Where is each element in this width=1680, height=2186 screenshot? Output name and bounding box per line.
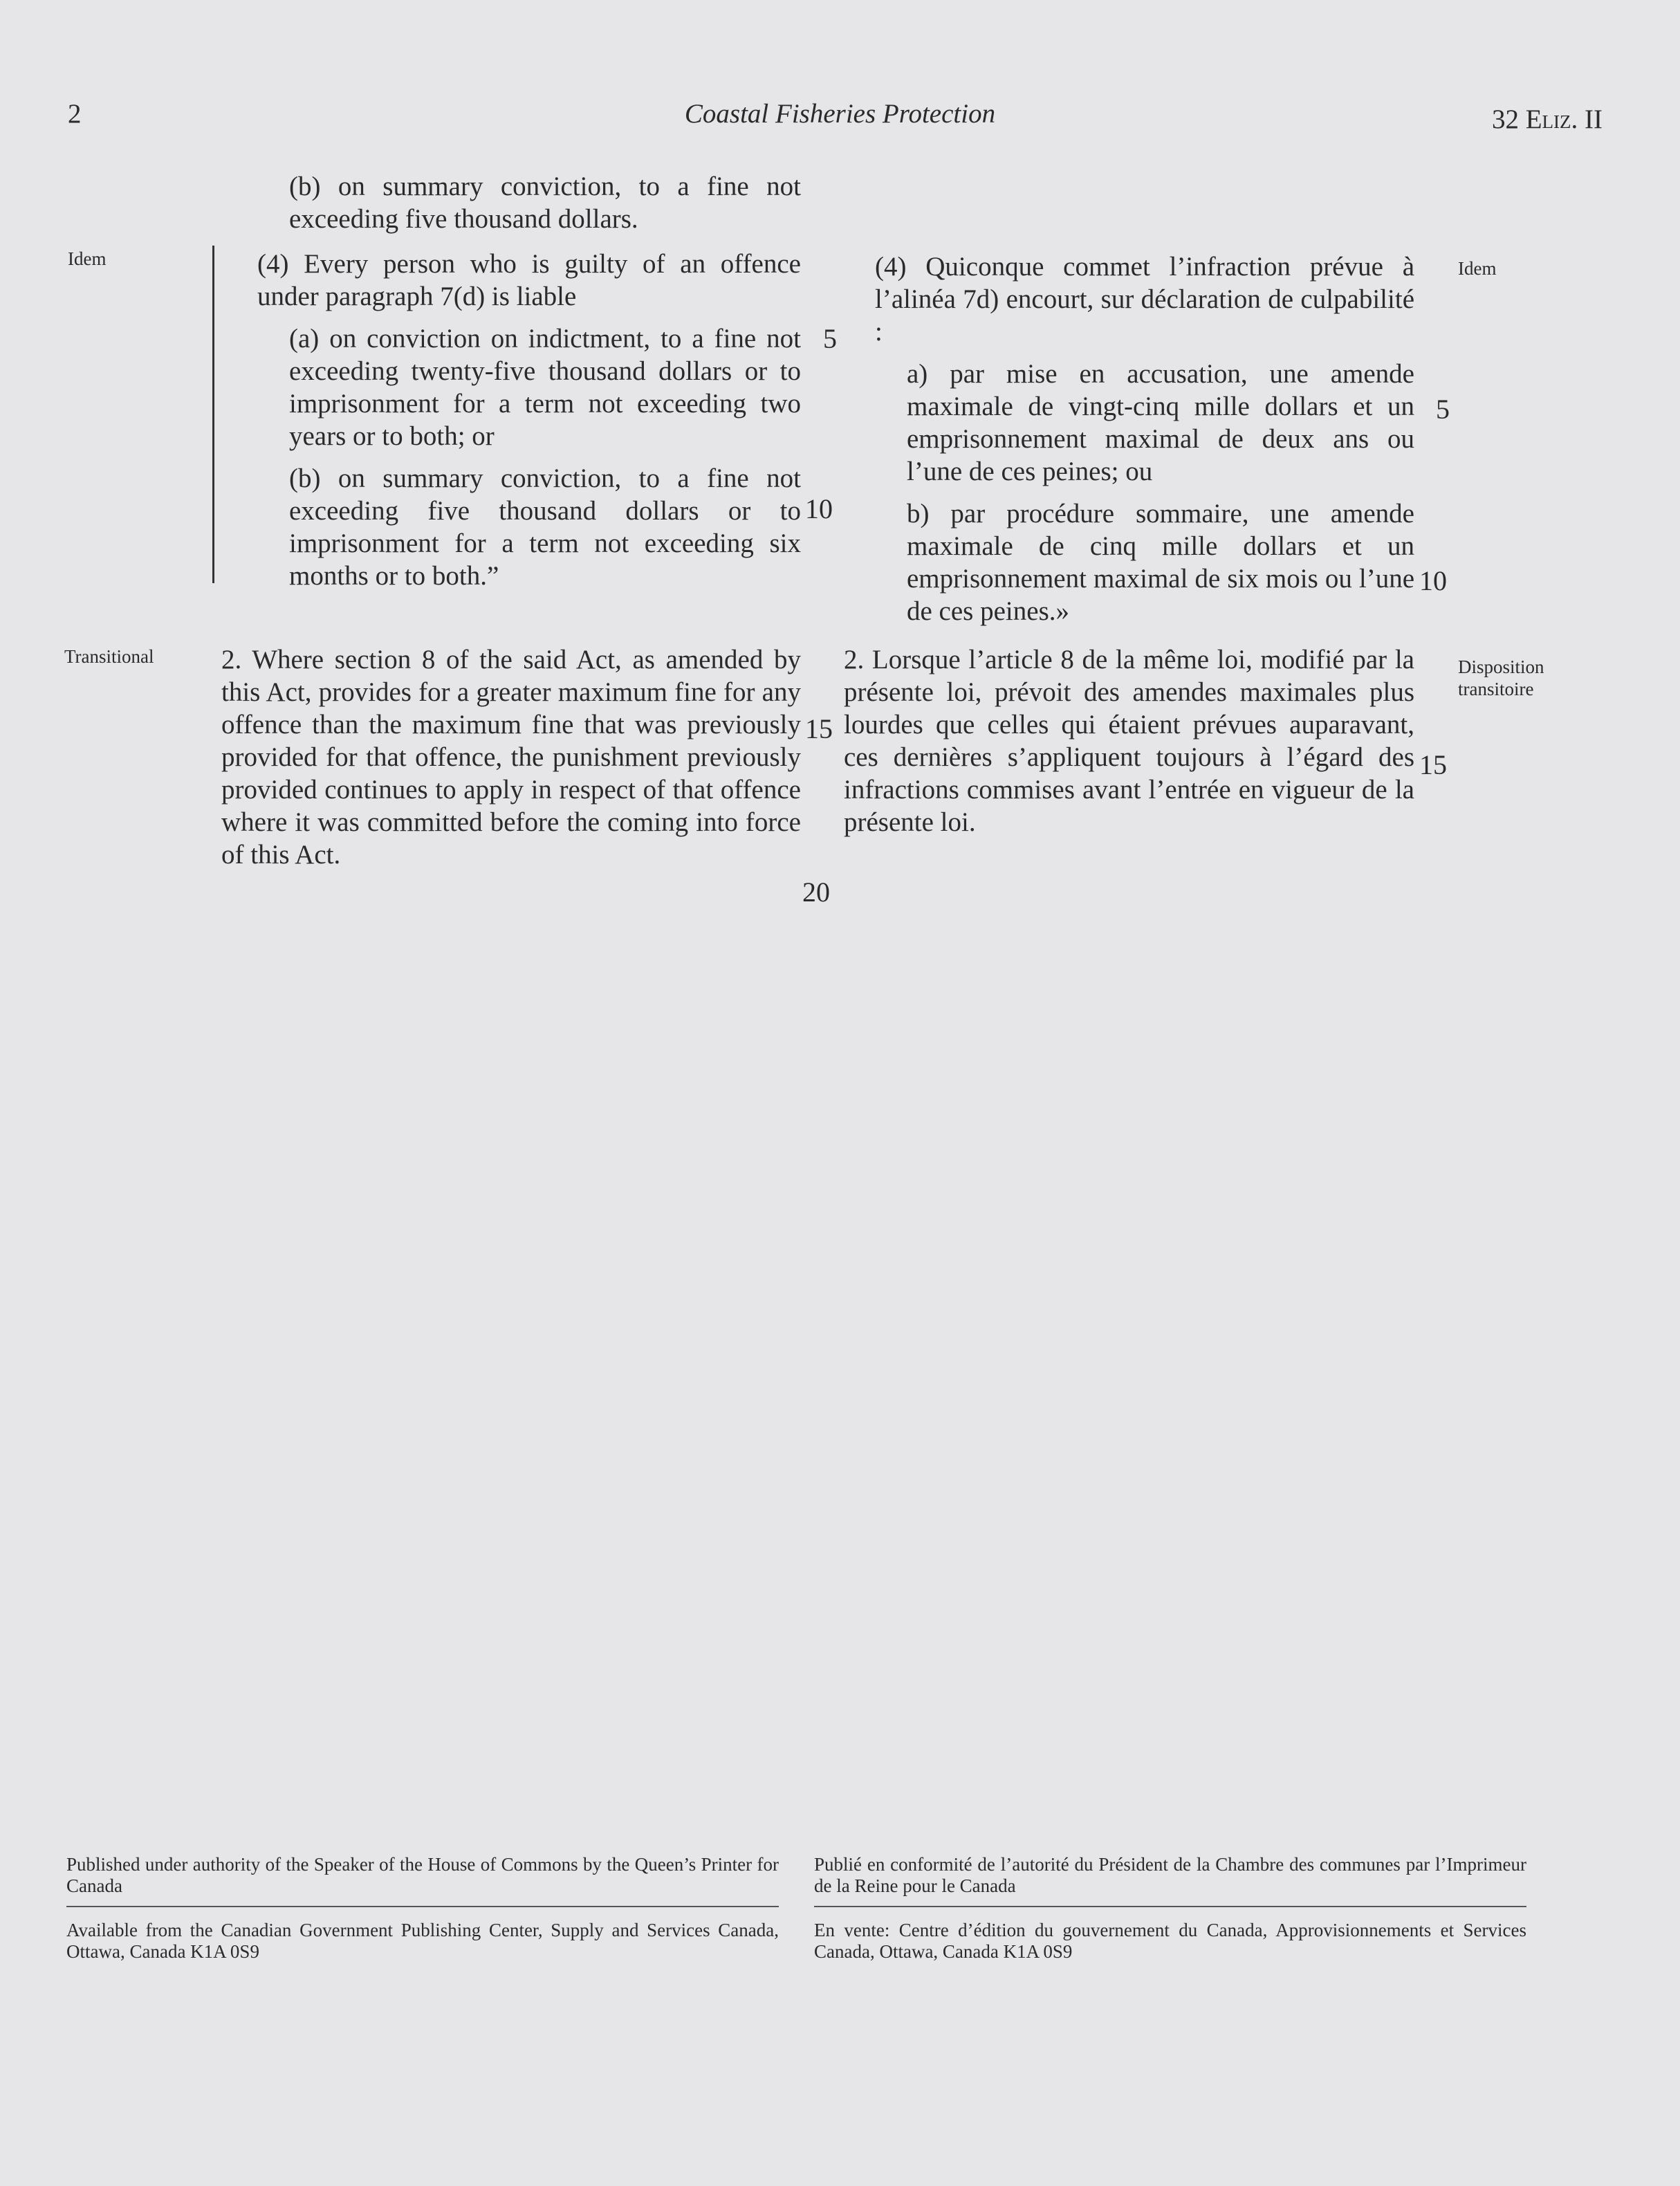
english-section-2: 2. Where section 8 of the said Act, as amended by this Act, provides for a greater maximum fine for any offence than the maximum fine that was previously provided for that offence, the punishment previously provided continues to apply in respect of that offence where it was committed before the coming into force of this Act. bbox=[221, 645, 801, 870]
english-top-para: (b) on summary conviction, to a fine not exceeding five thousand dollars. bbox=[289, 172, 801, 234]
english-section-4 bbox=[257, 248, 801, 602]
line-number-5: 5 bbox=[823, 323, 837, 354]
french-section-2: 2. Lorsque l’article 8 de la même loi, modifié par la présente loi, prévoit des amendes maximales plus lourdes que celles qui étaient prévues auparavant, ces dernières s’appliquent toujours à l’égard des infractions commises avant l’entrée en vigueur de la présente loi. bbox=[844, 645, 1414, 837]
amendment-bar bbox=[212, 246, 214, 583]
french-s4-b: b) par procédure sommaire, une amende maximale de cinq mille dollars et un emprisonnement maximal de six mois ou l’une de ces peines.» bbox=[907, 499, 1414, 626]
french-section-4 bbox=[875, 250, 1414, 637]
english-s4-a: (a) on conviction on indictment, to a fine not exceeding twenty-five thousand dollars or to imprisonment for a term not exceeding two years or to both; or bbox=[289, 324, 801, 451]
english-margin-idem: Idem bbox=[68, 248, 107, 269]
act-reference: 32 Eliz. II bbox=[1491, 104, 1603, 134]
footer-fr-rule bbox=[814, 1906, 1526, 1907]
english-margin-transitional: Transitional bbox=[64, 646, 154, 667]
french-margin-idem: Idem bbox=[1458, 258, 1497, 279]
page-number: 2 bbox=[68, 99, 82, 129]
footer-en-available: Available from the Canadian Government Publishing Center, Supply and Services Canada, Ottawa, Canada K1A 0S9 bbox=[66, 1920, 779, 1962]
french-margin-transitional: Disposition transitoire bbox=[1458, 656, 1544, 699]
english-s4-intro: (4) Every person who is guilty of an offence under paragraph 7(d) is liable bbox=[257, 249, 801, 311]
footer-en-rule bbox=[66, 1906, 779, 1907]
fr-line-number-5: 5 bbox=[1436, 394, 1450, 425]
running-title: Coastal Fisheries Protection bbox=[684, 99, 996, 129]
french-s4-intro: (4) Quiconque commet l’infraction prévue à l’alinéa 7d) encourt, sur déclaration de culpabilité : bbox=[875, 252, 1414, 347]
french-s4-a: a) par mise en accusation, une amende maximale de vingt-cinq mille dollars et un emprisonnement maximal de deux ans ou l’une de ces peines; ou bbox=[907, 359, 1414, 486]
line-number-20: 20 bbox=[802, 876, 830, 908]
fr-line-number-15: 15 bbox=[1419, 749, 1447, 780]
line-number-10: 10 bbox=[805, 493, 833, 524]
english-s4-b: (b) on summary conviction, to a fine not exceeding five thousand dollars or to imprisonment for a term not exceeding six months or to both.” bbox=[289, 463, 801, 591]
fr-line-number-10: 10 bbox=[1419, 565, 1447, 596]
footer-fr-available: En vente: Centre d’édition du gouvernement du Canada, Approvisionnements et Services Canada, Ottawa, Canada K1A 0S9 bbox=[814, 1920, 1526, 1962]
line-number-15: 15 bbox=[805, 713, 833, 744]
footer-fr-published: Publié en conformité de l’autorité du Président de la Chambre des communes par l’Imprimeur de la Reine pour le Canada bbox=[814, 1854, 1526, 1896]
footer-en-published: Published under authority of the Speaker of the House of Commons by the Queen’s Printer for Canada bbox=[66, 1854, 779, 1896]
